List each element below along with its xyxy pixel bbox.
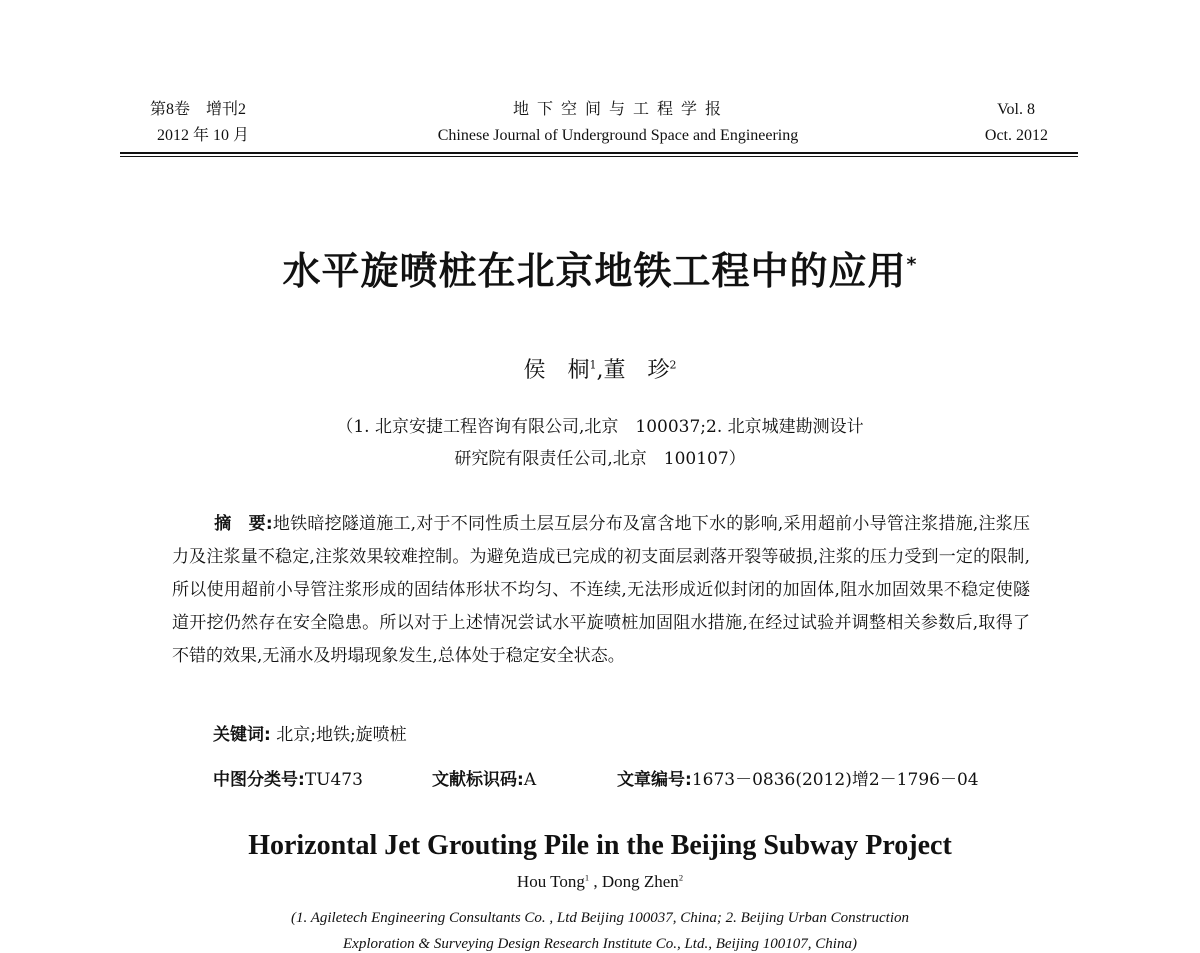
header-date-en: Oct. 2012: [984, 127, 1048, 144]
doc-code-label: 文献标识码:: [432, 770, 524, 790]
doc-code-value: A: [523, 770, 537, 790]
authors-cn: [0, 353, 1200, 384]
authors-en: [0, 872, 1200, 892]
document-code: [432, 765, 536, 790]
author-2-affil-mark: 2: [669, 358, 677, 372]
author-separator: ,: [596, 358, 604, 383]
article-number-value: 1673－0836(2012)增2－1796－04: [691, 770, 979, 790]
author-en-1: Hou Tong: [516, 872, 585, 891]
header-volume-en: Vol. 8: [997, 101, 1035, 118]
clc-number: [213, 765, 363, 790]
keywords-label: 关键词:: [213, 725, 271, 745]
header-rule-thick: [120, 152, 1078, 154]
author-1-affil-mark: 1: [589, 358, 597, 372]
header-date-cn: 2012 年 10 月: [157, 127, 250, 144]
affiliation-en-line1: (1. Agiletech Engineering Consultants Co. , Ltd Beijing 100037, China; 2. Beijing Urban Construction: [290, 910, 910, 926]
header-journal-cn: 地 下 空 间 与 工 程 学 报: [512, 101, 723, 118]
article-number-label: 文章编号:: [617, 770, 692, 790]
affiliation-cn-line1: （1. 北京安捷工程咨询有限公司,北京 100037;2. 北京城建勘测设计: [336, 417, 864, 437]
paper-title-en: Horizontal Jet Grouting Pile in the Beijing Subway Project: [248, 830, 952, 861]
title-text: 水平旋喷桩在北京地铁工程中的应用: [282, 249, 907, 293]
header-rule-thin: [120, 156, 1078, 157]
article-number: [617, 765, 979, 790]
author-en-2: Dong Zhen: [601, 872, 679, 891]
header-journal-en: Chinese Journal of Underground Space and Engineering: [437, 127, 799, 144]
clc-label: 中图分类号:: [213, 770, 305, 790]
keywords: [213, 720, 407, 745]
author-en-2-affil-mark: 2: [678, 872, 684, 883]
author-en-separator: ,: [589, 872, 602, 891]
abstract: [172, 508, 1030, 673]
clc-value: TU473: [304, 770, 363, 790]
keywords-text: 北京;地铁;旋喷桩: [276, 725, 407, 745]
title-footnote-mark: *: [906, 253, 918, 276]
author-en-1-affil-mark: 1: [584, 872, 590, 883]
header-volume-cn: 第8卷 增刊2: [150, 101, 247, 118]
author-2: 董 珍: [603, 358, 670, 383]
affiliation-cn-line2: 研究院有限责任公司,北京 100107）: [454, 449, 746, 469]
abstract-text: 地铁暗挖隧道施工,对于不同性质土层互层分布及富含地下水的影响,采用超前小导管注浆措施,注浆压力及注浆量不稳定,注浆效果较难控制。为避免造成已完成的初支面层剥落开裂等破损,注浆的压力受到一定的限制,所以使用超前小导管注浆形成的固结体形状不均匀、不连续,无法形成近似封闭的加固体,阻水加固效果不稳定使隧道开挖仍然存在安全隐患。所以对于上述情况尝试水平旋喷桩加固阻水措施,在经过试验并调整相关参数后,取得了不错的效果,无涌水及坍塌现象发生,总体处于稳定安全状态。: [172, 514, 1030, 666]
paper-title-cn: [0, 240, 1200, 295]
author-1: 侯 桐: [523, 358, 590, 383]
affiliation-en-line2: Exploration & Surveying Design Research Institute Co., Ltd., Beijing 100107, China): [343, 936, 857, 952]
abstract-label: 摘 要:: [214, 514, 273, 534]
